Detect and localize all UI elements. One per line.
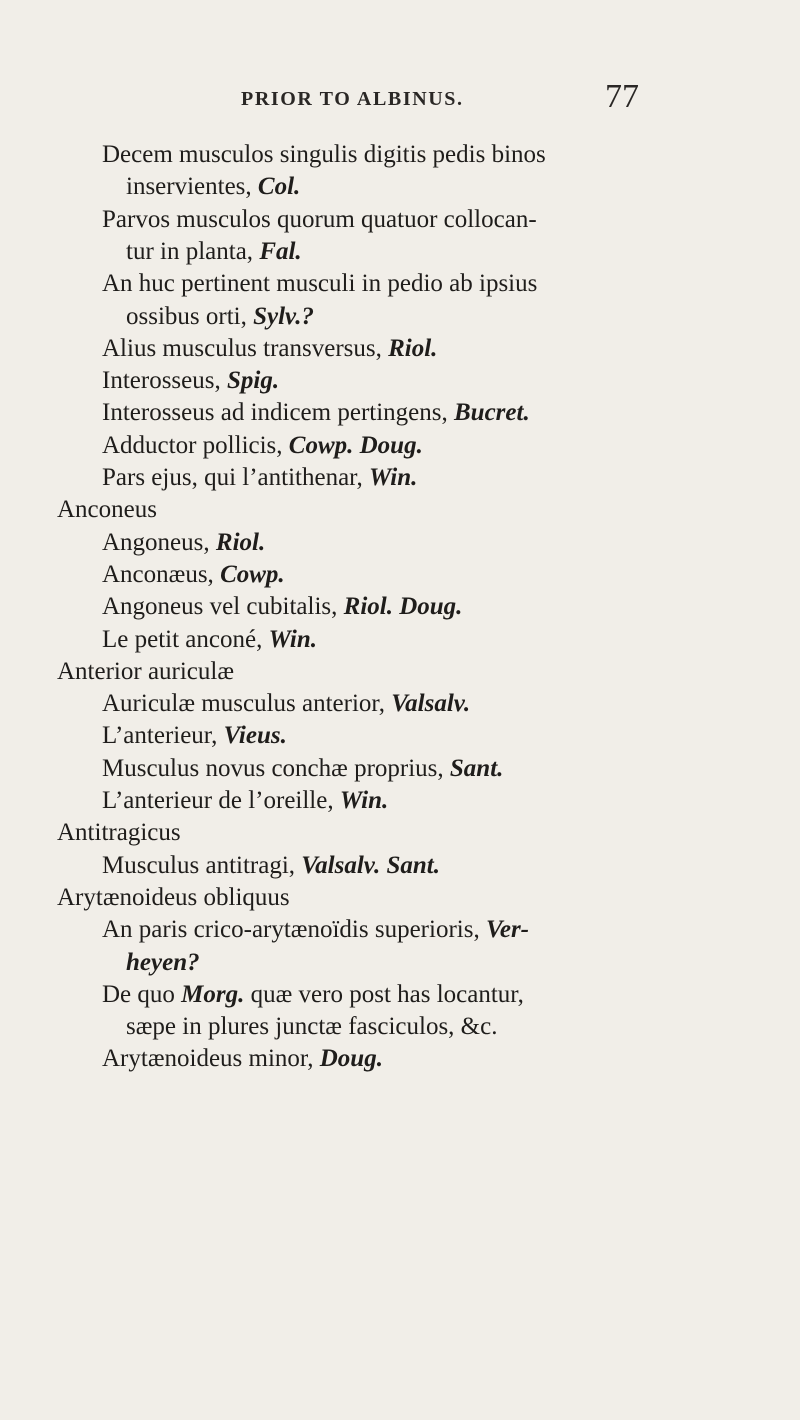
author-reference: Riol. bbox=[388, 334, 438, 362]
line-text: Musculus antitragi, bbox=[102, 851, 302, 879]
author-reference: Win. bbox=[339, 787, 389, 814]
author-reference: Morg. bbox=[181, 980, 245, 1008]
entry-line bbox=[102, 431, 423, 461]
entry-line bbox=[126, 302, 314, 332]
line-text: Parvos musculos quorum quatuor collocan- bbox=[102, 205, 537, 233]
line-text: An paris crico-arytænoïdis superioris, bbox=[102, 916, 486, 944]
entry-line bbox=[102, 721, 287, 751]
entry-line bbox=[126, 948, 200, 978]
line-text: Angoneus, bbox=[102, 528, 216, 556]
line-text: ossibus orti, bbox=[126, 302, 254, 330]
line-text-after: quæ vero post has locantur, bbox=[244, 980, 524, 1008]
entry-heading bbox=[57, 657, 234, 687]
author-reference: Cowp. bbox=[220, 560, 285, 588]
entry-line bbox=[102, 689, 470, 719]
entry-line bbox=[102, 205, 537, 235]
entry-line bbox=[102, 398, 530, 428]
line-text: Alius musculus transversus, bbox=[102, 334, 389, 362]
author-reference: Fal. bbox=[259, 237, 302, 265]
author-reference: Win. bbox=[268, 625, 317, 653]
line-text: L’anterieur, bbox=[102, 722, 224, 750]
line-text: Interosseus ad indicem pertingens, bbox=[102, 399, 454, 427]
running-title: PRIOR TO ALBINUS. bbox=[241, 88, 464, 110]
entry-heading bbox=[57, 495, 157, 525]
author-reference: Ver- bbox=[485, 916, 530, 944]
line-text: Musculus novus conchæ proprius, bbox=[102, 754, 450, 782]
line-text: Le petit anconé, bbox=[102, 625, 269, 653]
author-reference: Win. bbox=[369, 464, 418, 491]
entry-line bbox=[102, 366, 279, 396]
entry-line bbox=[102, 140, 546, 170]
entry-line bbox=[126, 237, 302, 267]
entry-line bbox=[102, 592, 462, 622]
author-reference: Sant. bbox=[449, 754, 504, 782]
entry-line bbox=[102, 851, 440, 881]
line-text: Adductor pollicis, bbox=[102, 431, 289, 459]
author-reference: Doug. bbox=[319, 1045, 383, 1073]
line-text: Decem musculos singulis digitis pedis binos bbox=[102, 141, 546, 168]
line-text: Antitragicus bbox=[57, 819, 181, 847]
line-text: Interosseus, bbox=[102, 367, 227, 395]
line-text: Pars ejus, qui l’antithenar, bbox=[102, 464, 369, 491]
entry-line bbox=[102, 786, 388, 816]
line-text: Angoneus vel cubitalis, bbox=[102, 593, 344, 621]
entry-line bbox=[102, 625, 317, 655]
line-text: inservientes, bbox=[126, 173, 258, 201]
line-text: Anterior auriculæ bbox=[57, 657, 235, 685]
author-reference: Col. bbox=[257, 173, 301, 201]
entry-line bbox=[102, 980, 524, 1010]
page-number: 77 bbox=[605, 78, 639, 115]
author-reference: Vieus. bbox=[223, 722, 287, 750]
author-reference: Sylv.? bbox=[253, 302, 314, 330]
line-text: Arytænoideus minor, bbox=[102, 1045, 320, 1073]
line-text: sæpe in plures junctæ fasciculos, &c. bbox=[126, 1013, 498, 1041]
entry-line bbox=[102, 463, 417, 493]
author-reference: Valsalv. Sant. bbox=[301, 851, 440, 879]
author-reference: heyen? bbox=[126, 948, 200, 976]
entry-line bbox=[102, 269, 537, 299]
author-reference: Riol. bbox=[215, 528, 266, 556]
line-text: De quo bbox=[102, 980, 182, 1008]
line-text: Auriculæ musculus anterior, bbox=[102, 690, 392, 718]
line-text: Arytænoideus obliquus bbox=[57, 883, 290, 911]
line-text: An huc pertinent musculi in pedio ab ipsius bbox=[102, 270, 538, 298]
entry-line bbox=[102, 754, 503, 784]
entry-line bbox=[102, 334, 437, 364]
entry-line bbox=[102, 528, 265, 558]
author-reference: Spig. bbox=[226, 367, 280, 395]
line-text: Anconæus, bbox=[102, 560, 221, 588]
entry-line bbox=[102, 1044, 383, 1074]
author-reference: Riol. Doug. bbox=[343, 593, 463, 621]
entry-line bbox=[102, 560, 285, 590]
entry-heading bbox=[57, 818, 181, 848]
author-reference: Bucret. bbox=[454, 399, 530, 427]
entry-line bbox=[102, 915, 529, 945]
line-text: Anconeus bbox=[57, 496, 157, 524]
author-reference: Valsalv. bbox=[391, 690, 471, 718]
entry-line bbox=[126, 1012, 497, 1042]
author-reference: Cowp. Doug. bbox=[288, 431, 423, 459]
entry-heading bbox=[57, 883, 290, 913]
line-text: L’anterieur de l’oreille, bbox=[102, 787, 340, 814]
entry-line bbox=[126, 172, 300, 202]
line-text: tur in planta, bbox=[126, 237, 260, 265]
